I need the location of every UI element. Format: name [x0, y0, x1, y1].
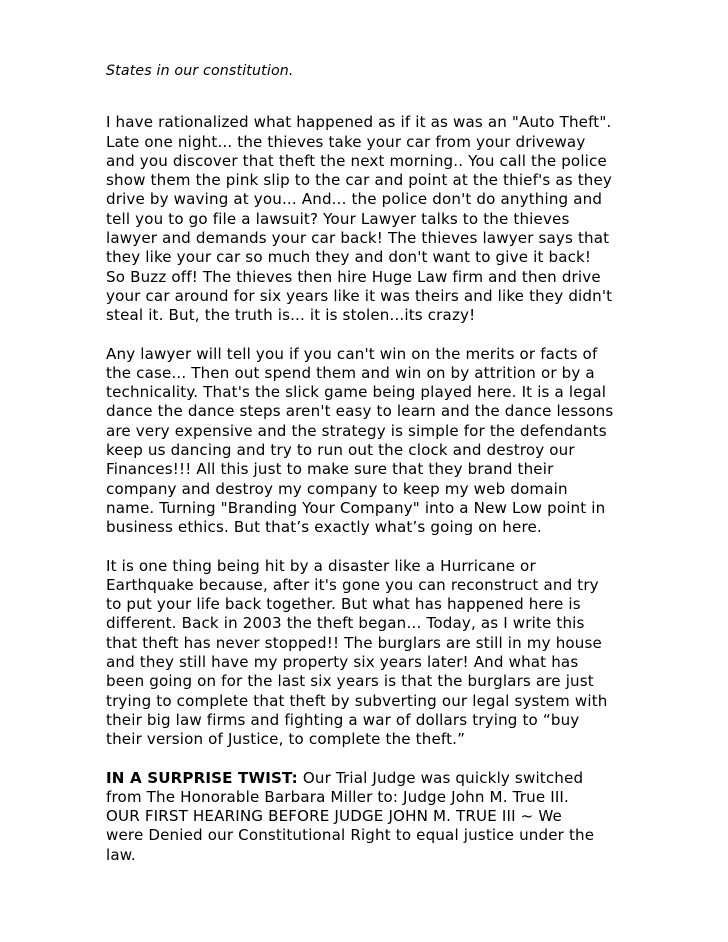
text-line: Finances!!! All this just to make sure that they brand their: [106, 460, 554, 479]
text-line: show them the pink slip to the car and point at the thief's as they: [106, 171, 612, 190]
text-line: Any lawyer will tell you if you can't win on the merits or facts of: [106, 344, 598, 363]
text-line: technicality. That's the slick game being played here. It is a legal: [106, 383, 607, 402]
text-line: business ethics. But that’s exactly what’s going on here.: [106, 518, 542, 537]
text-line: Earthquake because, after it's gone you can reconstruct and try: [106, 575, 599, 594]
paragraph-auto-theft: [106, 113, 634, 325]
paragraph-lawyer: [106, 345, 634, 538]
text-line: were Denied our Constitutional Right to equal justice under the: [106, 826, 595, 845]
text-line: that theft has never stopped!! The burglars are still in my house: [106, 633, 602, 652]
text-line: dance the dance steps aren't easy to learn and the dance lessons: [106, 402, 614, 421]
text-line: tell you to go file a lawsuit? Your Lawyer talks to the thieves: [106, 209, 570, 228]
paragraph-surprise-twist: [106, 769, 634, 865]
text-line: lawyer and demands your car back! The thieves lawyer says that: [106, 229, 610, 248]
document-page: [106, 62, 634, 884]
text-fragment: Our Trial Judge was quickly switched: [297, 768, 584, 787]
text-line: company and destroy my company to keep my web domain: [106, 479, 568, 498]
text-line: and they still have my property six years later! And what has: [106, 653, 579, 672]
text-line: to put your life back together. But what has happened here is: [106, 595, 581, 614]
text-line: been going on for the last six years is that the burglars are just: [106, 672, 594, 691]
text-line: So Buzz off! The thieves then hire Huge Law firm and then drive: [106, 267, 601, 286]
text-line: drive by waving at you... And... the police don't do anything and: [106, 190, 603, 209]
text-line: from The Honorable Barbara Miller to: Judge John M. True III.: [106, 787, 569, 806]
text-line: [106, 769, 634, 788]
paragraph-disaster: [106, 557, 634, 750]
text-line: and you discover that theft the next morning.. You call the police: [106, 151, 607, 170]
text-line: different. Back in 2003 the theft began… Today, as I write this: [106, 614, 585, 633]
text-line: their version of Justice, to complete the theft.”: [106, 730, 466, 749]
intro-line: States in our constitution.: [106, 63, 294, 79]
text-line: keep us dancing and try to run out the clock and destroy our: [106, 441, 575, 460]
text-line: your car around for six years like it was theirs and like they didn't: [106, 286, 613, 305]
text-line: the case... Then out spend them and win on by attrition or by a: [106, 363, 595, 382]
surprise-twist-heading: IN A SURPRISE TWIST:: [106, 768, 298, 787]
text-line: are very expensive and the strategy is simple for the defendants: [106, 421, 607, 440]
text-line: OUR FIRST HEARING BEFORE JUDGE JOHN M. TRUE III ~ We: [106, 807, 562, 826]
text-line: trying to complete that theft by subverting our legal system with: [106, 691, 608, 710]
text-line: name. Turning "Branding Your Company" into a New Low point in: [106, 498, 606, 517]
text-line: their big law firms and fighting a war of dollars trying to “buy: [106, 710, 580, 729]
text-line: It is one thing being hit by a disaster like a Hurricane or: [106, 556, 536, 575]
text-line: they like your car so much they and don't want to give it back!: [106, 248, 592, 267]
text-line: I have rationalized what happened as if it as was an "Auto Theft".: [106, 113, 612, 132]
text-line: steal it. But, the truth is... it is stolen...its crazy!: [106, 306, 476, 325]
text-line: Late one night... the thieves take your car from your driveway: [106, 132, 586, 151]
text-line: law.: [106, 845, 136, 864]
